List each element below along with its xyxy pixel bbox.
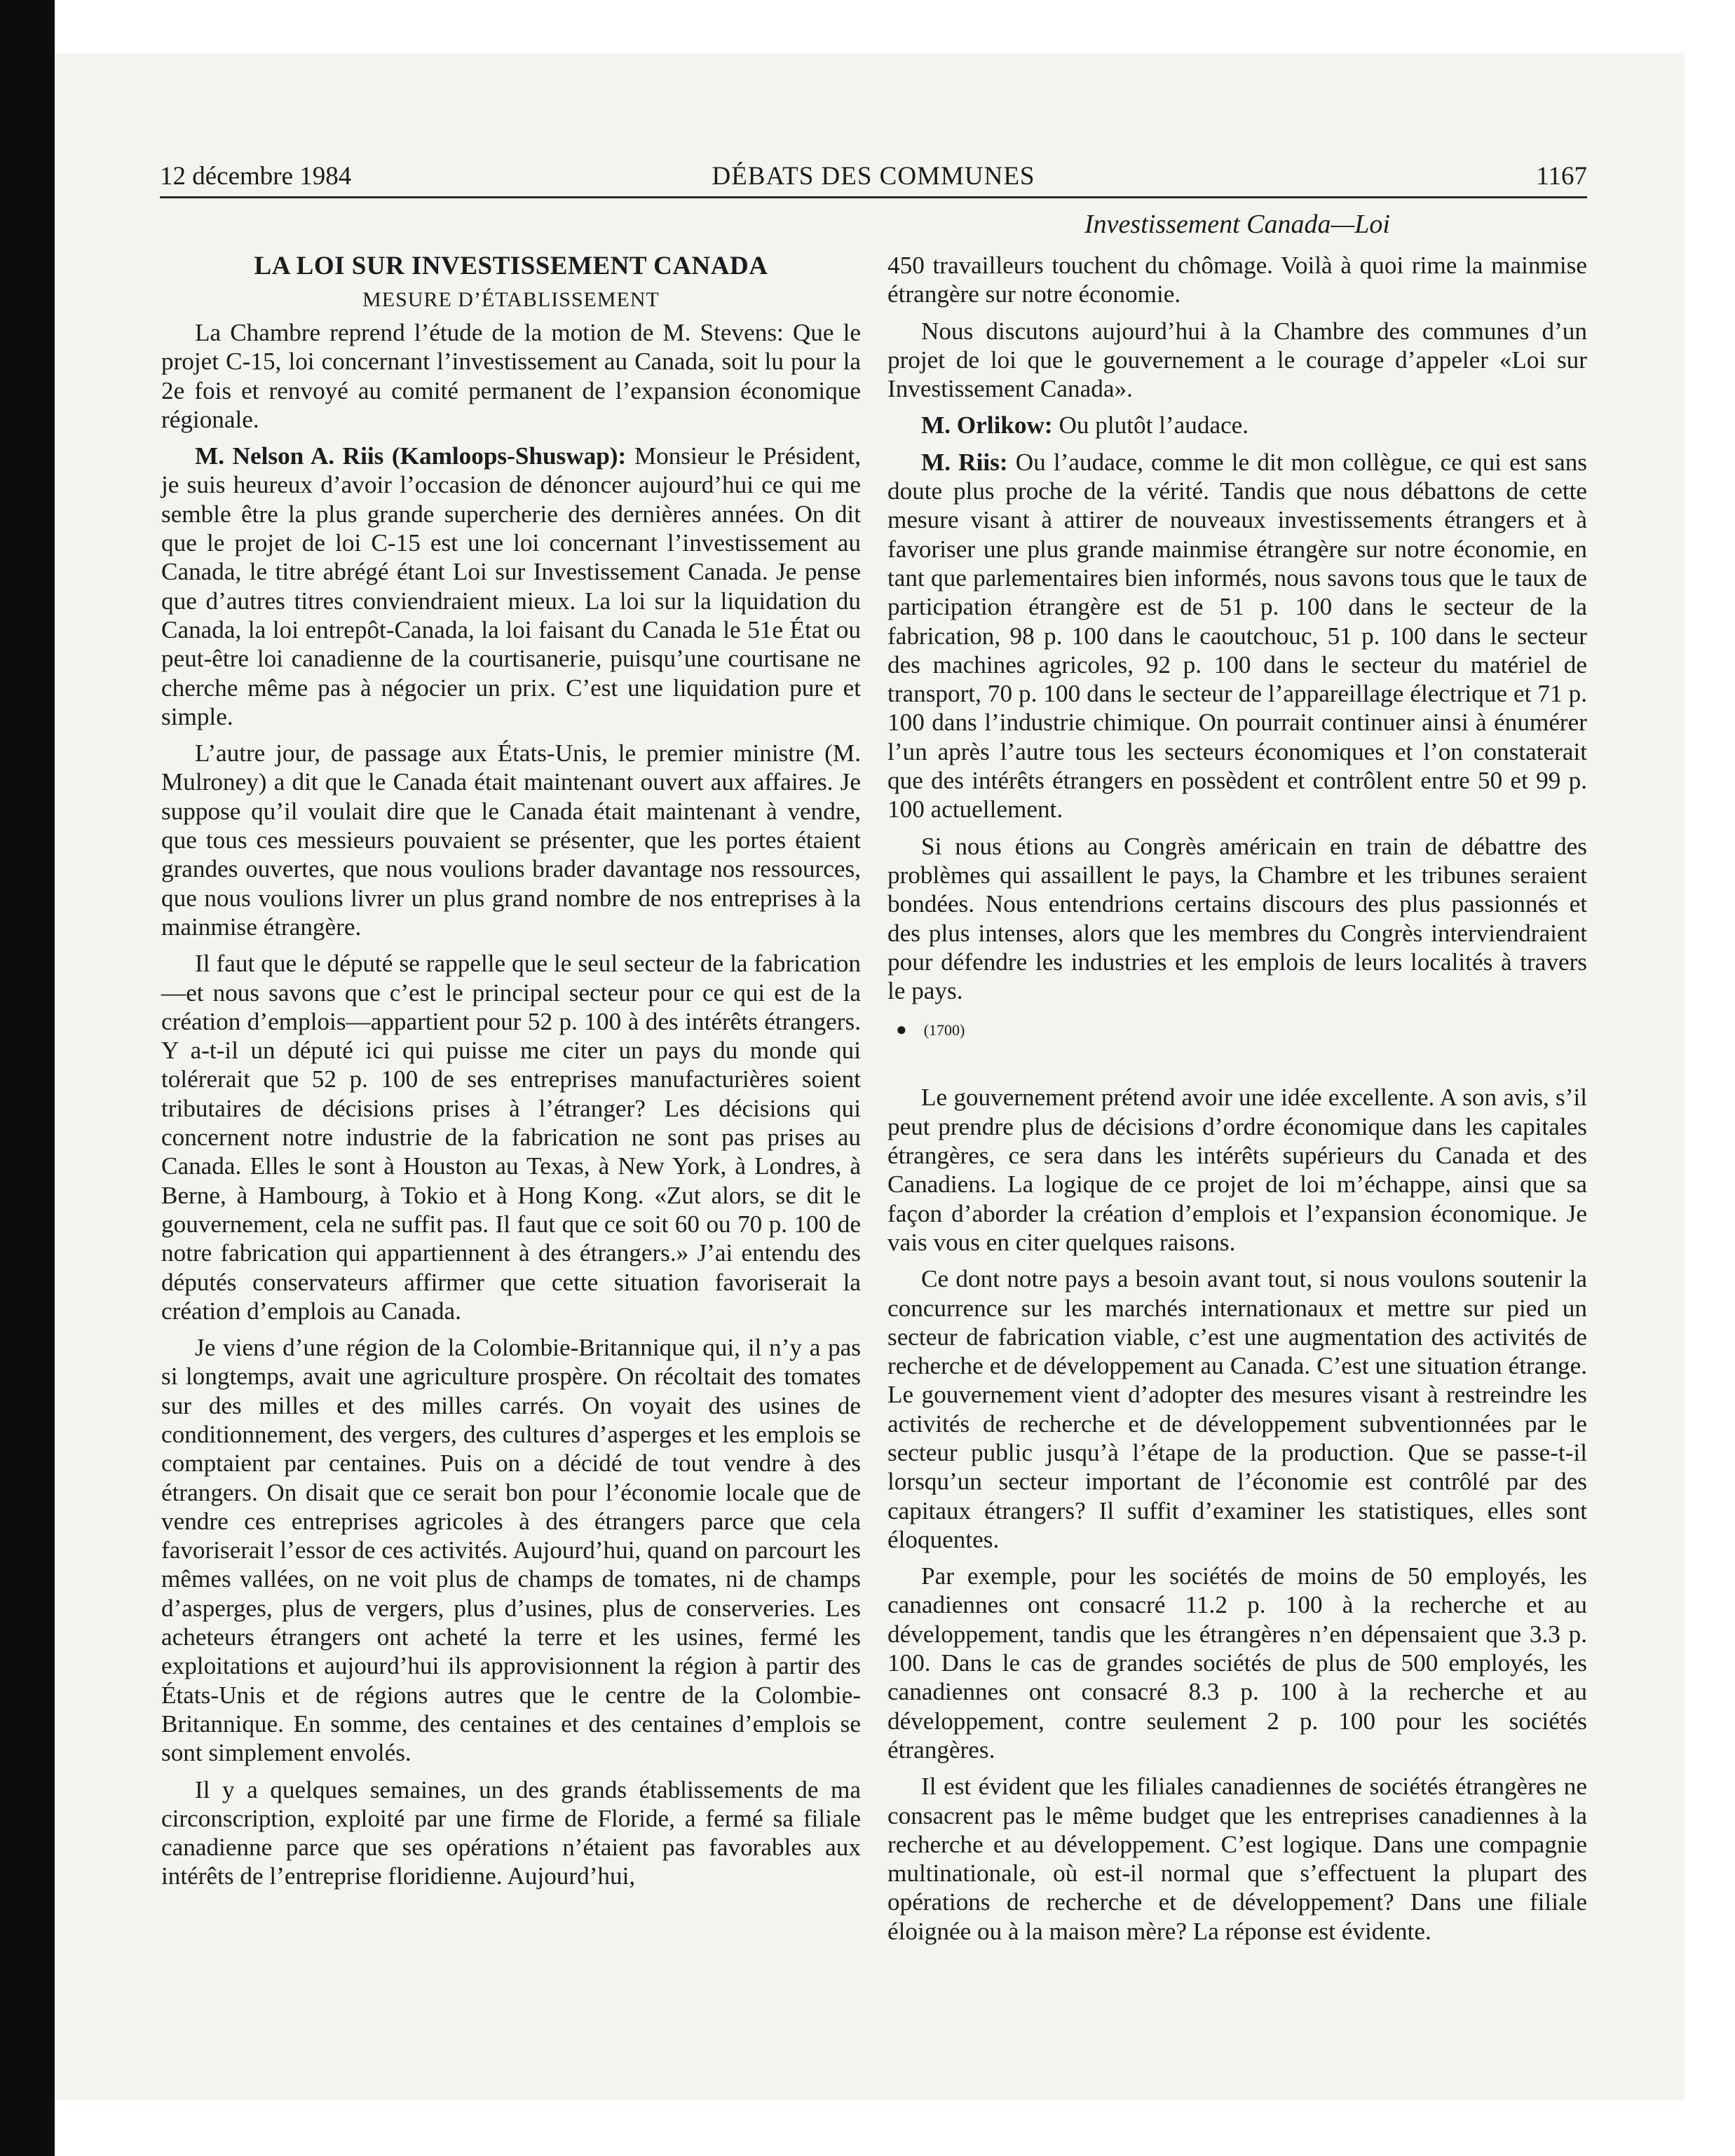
header-date: 12 décembre 1984	[160, 162, 352, 191]
paragraph: Le gouvernement prétend avoir une idée excellente. A son avis, s’il peut prendre plus de décisions d’ordre économique dans les capitales étrangères, ce sera dans les intérêts supérieurs du Canada et des Canadiens. La logique de ce projet de loi m’échappe, ainsi que sa façon d’aborder la création d’emplois et l’expansion économique. Je vais vous en citer quelques raisons.	[887, 1084, 1587, 1256]
paragraph: La Chambre reprend l’étude de la motion de M. Stevens: Que le projet C-15, loi concernant l’investissement au Canada, soit lu pour la 2e fois et renvoyé au comité permanent de l’expansion économique régionale.	[161, 319, 861, 433]
bullet-icon: ●	[896, 1019, 907, 1040]
paragraph: Nous discutons aujourd’hui à la Chambre des communes d’un projet de loi que le gouvernement a le courage d’appeler «Loi sur Investissement Canada».	[887, 317, 1587, 403]
paragraph: 450 travailleurs touchent du chômage. Voilà à quoi rime la mainmise étrangère sur notre économie.	[887, 252, 1587, 308]
paragraph: Il y a quelques semaines, un des grands établissements de ma circonscription, exploité par une firme de Floride, a fermé sa filiale canadienne parce que ses opérations n’étaient pas favorables aux intérêts de l’entreprise floridienne. Aujourd’hui,	[161, 1775, 861, 1890]
section-heading: LA LOI SUR INVESTISSEMENT CANADA	[254, 252, 768, 280]
paragraph-text: Ou l’audace, comme le dit mon collègue, ce qui est sans doute plus proche de la vérité. Tandis que nous débattons de cette mesure visant à attirer de nouveaux investissements étrangers et à favoriser une plus grande mainmise étrangère sur notre économie, en tant que parlementaires bien informés, nous savons tous que le taux de participation étrangère est de 51 p. 100 dans le secteur de la fabrication, 98 p. 100 dans le caoutchouc, 51 p. 100 dans le secteur des machines agricoles, 92 p. 100 dans le secteur du matériel de transport, 70 p. 100 dans le secteur de l’appareillage électrique et 71 p. 100 dans l’industrie chimique. On pourrait continuer ainsi à énumérer l’un après l’autre tous les secteurs économiques et l’on constaterait que des intérêts étrangers en possèdent et contrôlent entre 50 et 99 p. 100 actuellement.	[887, 448, 1587, 824]
scan-edge	[0, 0, 55, 2156]
section-subheading: MESURE D’ÉTABLISSEMENT	[362, 288, 660, 311]
paragraph-text: Monsieur le Président, je suis heureux d’avoir l’occasion de dénoncer aujourd’hui ce qui me semble être la plus grande supercherie des dernières années. On dit que le projet de loi C-15 est une loi concernant l’investissement au Canada, le titre abrégé étant Loi sur Investissement Canada. Je pense que d’autres titres conviendraient mieux. La loi sur la liquidation du Canada, la loi entrepôt-Canada, la loi faisant du Canada le 51e État ou peut-être loi canadienne de la courtisanerie, puisqu’une courtisane ne cherche même pas à négocier un prix. C’est une liquidation pure et simple.	[161, 442, 861, 730]
paragraph: Je viens d’une région de la Colombie-Britannique qui, il n’y a pas si longtemps, avait une agriculture prospère. On récoltait des tomates sur des milles et des milles carrés. On voyait des usines de conditionnement, des vergers, des cultures d’asperges et les emplois se comptaient par centaines. Puis on a décidé de tout vendre à des étrangers. On disait que ce serait bon pour l’économie locale que de vendre ces entreprises agricoles à des étrangers parce que cela favoriserait l’essor de ces activités. Aujourd’hui, quand on parcourt les mêmes vallées, on ne voit plus de champs de tomates, ni de champs d’asperges, plus de vergers, plus d’usines, plus de conserveries. Les acheteurs étrangers ont acheté la terre et les usines, fermé les exploitations et aujourd’hui ils approvisionnent la région à partir des États-Unis et de régions autres que le centre de la Colombie-Britannique. En somme, des centaines et des centaines d’emplois se sont simplement envolés.	[161, 1334, 861, 1767]
paragraph: Ce dont notre pays a besoin avant tout, si nous voulons soutenir la concurrence sur les marchés internationaux et mettre sur pied un secteur de fabrication viable, c’est une augmentation des activités de recherche et de développement au Canada. C’est une situation étrange. Le gouvernement vient d’adopter des mesures visant à restreindre les activités de recherche et de développement subventionnées par le secteur public jusqu’à l’étape de la production. Que se passe-t-il lorsqu’un secteur important de l’économie est contrôlé par des capitaux étrangers? Il suffit d’examiner les statistiques, elles sont éloquentes.	[887, 1265, 1587, 1553]
timestamp-text: (1700)	[923, 1021, 965, 1039]
paragraph: Si nous étions au Congrès américain en train de débattre des problèmes qui assaillent le pays, la Chambre et les tribunes seraient bondées. Nous entendrions certains discours des plus passionnés et des plus intenses, alors que les membres du Congrès interviendraient pour défendre les industries et les emplois de leurs localités à travers le pays.	[887, 832, 1587, 1005]
speaker-name: M. Nelson A. Riis (Kamloops-Shuswap):	[195, 442, 627, 470]
paragraph	[887, 411, 1587, 439]
paragraph: Il faut que le député se rappelle que le seul secteur de la fabrication—et nous savons que c’est le principal secteur pour ce qui est de la création d’emplois—appartient pour 52 p. 100 à des intérêts étrangers. Y a-t-il un député ici qui puisse me citer un pays du monde qui tolérerait que 52 p. 100 de ses entreprises manufacturières soient tributaires de décisions prises à l’étranger? Les décisions qui concernent notre industrie de la fabrication ne sont pas prises au Canada. Elles le sont à Houston au Texas, à New York, à Londres, à Berne, à Hambourg, à Tokio et à Hong Kong. «Zut alors, se dit le gouvernement, cela ne suffit pas. Il faut que ce soit 60 ou 70 p. 100 de notre fabrication qui appartiennent à des étrangers.» J’ai entendu des députés conservateurs affirmer que cette situation favoriserait la création d’emplois au Canada.	[161, 950, 861, 1325]
paragraph: Il est évident que les filiales canadiennes de sociétés étrangères ne consacrent pas le même budget que les entreprises canadiennes à la recherche et au développement. C’est logique. Dans une compagnie multinationale, où est-il normal que s’effectuent la plupart des opérations de recherche et de développement? Dans une filiale éloignée ou à la maison mère? La réponse est évidente.	[887, 1773, 1587, 1945]
header-title: DÉBATS DES COMMUNES	[712, 162, 1035, 191]
paragraph	[161, 442, 861, 731]
timestamp	[896, 1019, 1587, 1041]
right-column	[887, 251, 1587, 1953]
page-header	[160, 157, 1587, 198]
running-title: Investissement Canada—Loi	[1084, 210, 1390, 239]
paragraph	[887, 448, 1587, 824]
speaker-name: M. Riis:	[921, 448, 1008, 476]
paragraph-text: Ou plutôt l’audace.	[1052, 411, 1249, 439]
paragraph: L’autre jour, de passage aux États-Unis, le premier ministre (M. Mulroney) a dit que le Canada était maintenant ouvert aux affaires. Je suppose qu’il voulait dire que le Canada était maintenant à vendre, que tous ces messieurs pouvaient se présenter, que les portes étaient grandes ouvertes, que nous voulions brader davantage nos ressources, que nous voulions livrer un plus grand nombre de nos entreprises à la mainmise étrangère.	[161, 739, 861, 941]
paragraph: Par exemple, pour les sociétés de moins de 50 employés, les canadiennes ont consacré 11.2 p. 100 à la recherche et au développement, tandis que les étrangères n’en dépensaient que 3.3 p. 100. Dans le cas de grandes sociétés de plus de 500 employés, les canadiennes ont consacré 8.3 p. 100 à la recherche et au développement, contre seulement 2 p. 100 pour les sociétés étrangères.	[887, 1562, 1587, 1763]
left-column	[161, 251, 861, 1899]
page-number: 1167	[1536, 162, 1587, 191]
speaker-name: M. Orlikow:	[921, 411, 1053, 439]
